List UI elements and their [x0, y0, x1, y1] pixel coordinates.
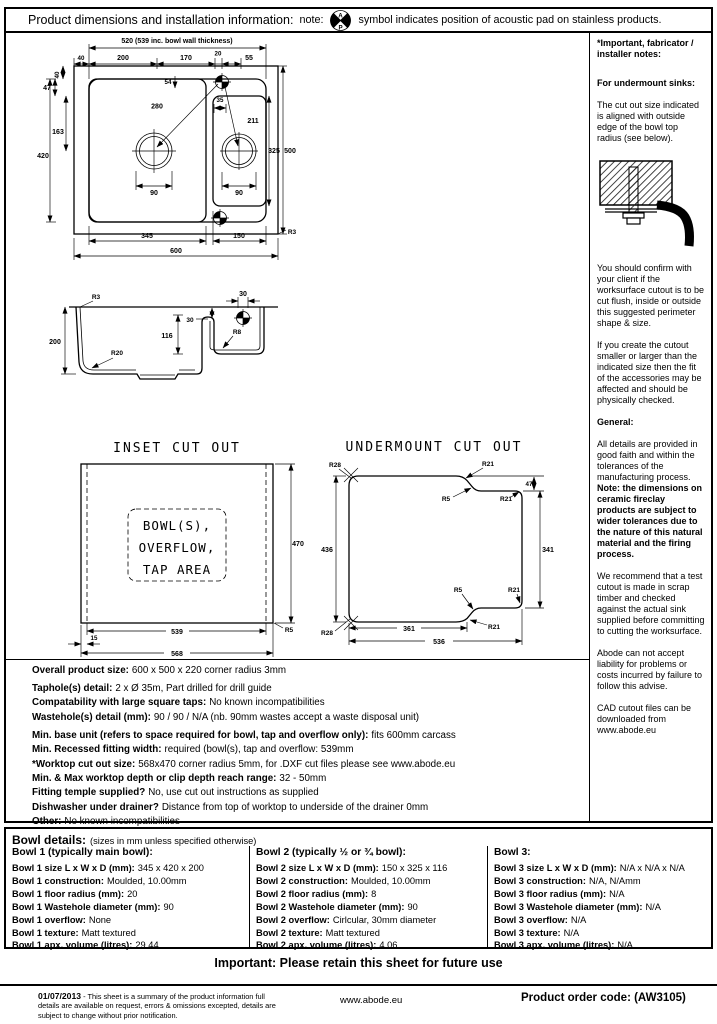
note-text: symbol indicates position of acoustic pad on stainless products. — [358, 14, 662, 26]
spec-label: Overall product size: — [32, 665, 129, 676]
bowl-1-header: Bowl 1 (typically main bowl): — [12, 847, 153, 858]
bowl-detail-row: Bowl 1 overflow: None — [12, 914, 112, 925]
svg-text:R21: R21 — [482, 461, 494, 468]
bowl-detail-row: Bowl 1 floor radius (mm): 20 — [12, 888, 138, 899]
note-paragraph: For undermount sinks: — [597, 78, 696, 88]
spec-label: Taphole(s) detail: — [32, 683, 113, 694]
fabricator-notes-panel — [589, 31, 711, 821]
note-label: note: — [299, 14, 324, 26]
bowl-detail-row: Bowl 3 Wastehole diameter (mm): N/A — [494, 901, 661, 912]
undermount-title: UNDERMOUNT CUT OUT — [345, 440, 523, 455]
footer-divider — [0, 984, 717, 986]
bowl-2-header: Bowl 2 (typically ½ or ¾ bowl): — [256, 847, 406, 858]
undermount-fixing-diagram — [599, 155, 703, 251]
svg-text:R5: R5 — [441, 496, 451, 503]
svg-text:116: 116 — [161, 333, 173, 340]
spec-line — [32, 665, 589, 676]
spec-value: 2 x Ø 35m, Part drilled for drill guide — [115, 683, 272, 694]
note-paragraph: *Important, fabricator / installer notes: — [597, 38, 694, 59]
svg-text:436: 436 — [321, 547, 333, 554]
overflow-mark — [211, 209, 229, 227]
spec-label: Min. Recessed fitting width: — [32, 744, 162, 756]
svg-text:R28: R28 — [329, 462, 341, 469]
svg-text:470: 470 — [292, 541, 304, 548]
svg-text:54: 54 — [164, 79, 172, 86]
svg-text:47: 47 — [43, 85, 51, 92]
spec-value: Distance from top of worktop to underside of the drainer 0mm — [161, 801, 429, 813]
product-spec-list — [6, 659, 589, 828]
spec-line — [32, 759, 589, 770]
note-paragraph: Abode can not accept liability for problems or costs incurred by failure to follow this advise. — [597, 648, 703, 691]
svg-text:R20: R20 — [111, 350, 123, 357]
overflow-hole-mark — [234, 309, 252, 327]
product-order-code: Product order code: (AW3105) — [521, 992, 686, 1004]
note-paragraph: CAD cutout files can be downloaded from www.abode.eu — [597, 703, 692, 735]
spec-line — [32, 730, 589, 741]
svg-text:35: 35 — [216, 97, 224, 104]
footer-disclaimer — [38, 992, 283, 1020]
svg-text:200: 200 — [117, 55, 129, 62]
spec-value: required (bowl(s), tap and overflow: 539mm — [164, 744, 354, 756]
main-panel — [4, 31, 713, 828]
header — [4, 7, 713, 33]
bowl-3-header: Bowl 3: — [494, 847, 531, 858]
spec-value: No known incompatibilities — [209, 697, 325, 709]
spec-value: 32 - 50mm — [279, 772, 327, 784]
bowl-detail-row: Bowl 1 texture: Matt textured — [12, 927, 136, 938]
svg-text:R21: R21 — [508, 587, 520, 594]
svg-text:170: 170 — [180, 55, 192, 62]
bowl-detail-row: Bowl 3 apx. volume (litres): N/A — [494, 940, 633, 951]
footer-disclaimer-text: - This sheet is a summary of the product information full details are available on request, errors & omissions excepted, details are subject to change without prior notification. — [38, 992, 276, 1020]
svg-text:R5: R5 — [284, 627, 294, 634]
spec-line — [32, 787, 589, 798]
svg-text:163: 163 — [52, 129, 64, 136]
spec-label: Other: — [32, 816, 62, 828]
note-paragraph: General: — [597, 417, 634, 427]
bowl-detail-row: Bowl 2 floor radius (mm): 8 — [256, 888, 377, 899]
spec-line — [32, 816, 589, 827]
footer-date: 01/07/2013 — [38, 991, 82, 1001]
svg-text:280: 280 — [151, 103, 163, 111]
bowl-details-title: Bowl details: (sizes in mm unless specified otherwise) — [12, 833, 257, 847]
svg-text:BOWL(S),: BOWL(S), — [142, 518, 212, 533]
bowl-detail-row: Bowl 1 construction: Moulded, 10.00mm — [12, 875, 187, 886]
svg-text:200: 200 — [49, 339, 61, 346]
inset-cutout-drawing — [68, 441, 304, 658]
bowl-detail-row: Bowl 3 size L x W x D (mm): N/A x N/A x N/A — [494, 863, 685, 873]
bowl-detail-row: Bowl 3 overflow: N/A — [494, 914, 587, 925]
spec-line — [32, 773, 589, 784]
spec-label: *Worktop cut out size: — [32, 758, 136, 770]
svg-text:R5: R5 — [453, 587, 463, 594]
svg-text:325: 325 — [268, 148, 280, 155]
svg-text:15: 15 — [90, 635, 98, 642]
spec-line — [32, 697, 589, 708]
note-paragraph: We recommend that a test cutout is made in scrap timber and checked against the actual sink supplied before committing to cutting the worksurface. — [597, 571, 705, 636]
svg-text:R3: R3 — [287, 229, 297, 236]
side-section-drawing — [49, 291, 278, 379]
bowl-detail-row: Bowl 3 floor radius (mm): N/A — [494, 888, 625, 899]
undermount-cutout-drawing — [321, 440, 554, 646]
svg-text:361: 361 — [403, 626, 415, 633]
svg-text:520 (539 inc. bowl wall thickn: 520 (539 inc. bowl wall thickness) — [121, 38, 233, 45]
page-title: Product dimensions and installation information: — [28, 13, 294, 27]
bowl-detail-row: Bowl 2 Wastehole diameter (mm): 90 — [256, 901, 418, 912]
svg-text:568: 568 — [171, 651, 183, 658]
taphole-mark — [213, 73, 231, 91]
technical-drawings — [6, 31, 589, 659]
svg-text:OVERFLOW,: OVERFLOW, — [138, 540, 216, 555]
spec-label: Min. base unit (refers to space required for bowl, tap and overflow only): — [32, 729, 369, 741]
bowl-3-column — [487, 846, 711, 951]
svg-text:30: 30 — [239, 291, 247, 298]
svg-text:600: 600 — [170, 248, 182, 255]
spec-label: Min. & Max worktop depth or clip depth reach range: — [32, 772, 277, 784]
note-paragraph: If you create the cutout smaller or larger than the indicated size then the fit of the accessories may be affected and should be physically checked. — [597, 340, 702, 405]
svg-text:TAP AREA: TAP AREA — [142, 562, 212, 577]
svg-text:539: 539 — [171, 629, 183, 636]
bowl-detail-row: Bowl 1 size L x W x D (mm): 345 x 420 x 200 — [12, 863, 204, 873]
svg-text:30: 30 — [186, 317, 194, 324]
spec-value: fits 600mm carcass — [371, 729, 456, 741]
svg-text:500: 500 — [284, 148, 296, 155]
bowl-detail-row: Bowl 2 apx. volume (litres): 4.06 — [256, 940, 398, 951]
svg-text:90: 90 — [150, 190, 158, 197]
svg-text:A: A — [338, 11, 344, 19]
svg-text:211: 211 — [247, 118, 259, 125]
bowl-detail-row: Bowl 2 size L x W x D (mm): 150 x 325 x 116 — [256, 863, 448, 873]
note-paragraph: You should confirm with your client if the worksurface cutout is to be cut flush, inside or outside this suggested perimeter shape & size. — [597, 263, 705, 328]
spec-value: No known incompatibilities — [64, 816, 180, 828]
spec-line — [32, 744, 589, 755]
spec-line — [32, 712, 589, 723]
spec-value: 600 x 500 x 220 corner radius 3mm — [131, 665, 287, 676]
bowl-detail-row: Bowl 1 apx. volume (litres): 29.44 — [12, 940, 159, 951]
svg-text:341: 341 — [542, 547, 554, 554]
spec-label: Wastehole(s) detail (mm): — [32, 711, 151, 723]
bowl-detail-row: Bowl 3 construction: N/A, N/Amm — [494, 875, 641, 886]
svg-text:20: 20 — [214, 50, 222, 58]
spec-value: 90 / 90 / N/A (nb. 90mm wastes accept a waste disposal unit) — [153, 711, 420, 723]
bowl-detail-row: Bowl 3 texture: N/A — [494, 927, 580, 938]
svg-text:536: 536 — [433, 639, 445, 646]
bowl-detail-row: Bowl 2 construction: Moulded, 10.00mm — [256, 875, 431, 886]
svg-text:R21: R21 — [488, 624, 500, 631]
inset-title: INSET CUT OUT — [113, 441, 241, 456]
svg-text:R8: R8 — [232, 329, 242, 336]
plan-view-drawing — [37, 38, 296, 260]
svg-text:40: 40 — [77, 55, 85, 62]
svg-text:47: 47 — [525, 481, 533, 488]
svg-text:90: 90 — [235, 190, 243, 197]
spec-value: No, use cut out instructions as supplied — [148, 787, 319, 799]
bowl-details-panel — [4, 827, 713, 949]
svg-text:55: 55 — [245, 55, 253, 62]
svg-text:R21: R21 — [500, 496, 512, 503]
spec-line — [32, 683, 589, 694]
note-paragraph: The cut out size indicated is aligned with outside edge of the bowl top radius (see below). — [597, 100, 700, 143]
svg-text:R3: R3 — [91, 294, 101, 301]
retain-notice: Important: Please retain this sheet for future use — [214, 956, 503, 970]
svg-text:420: 420 — [37, 153, 49, 160]
bowl-detail-row: Bowl 1 Wastehole diameter (mm): 90 — [12, 901, 174, 912]
footer-website: www.abode.eu — [340, 995, 403, 1006]
bowl-detail-row: Bowl 2 texture: Matt textured — [256, 927, 380, 938]
spec-value: 568x470 corner radius 5mm, for .DXF cut files please see www.abode.eu — [138, 758, 456, 770]
bowl-1-column — [6, 846, 249, 951]
spec-label: Compatability with large square taps: — [32, 697, 207, 709]
svg-text:40: 40 — [54, 71, 61, 79]
spec-label: Dishwasher under drainer? — [32, 801, 159, 813]
spec-label: Fitting temple supplied? — [32, 787, 146, 799]
bowl-detail-row: Bowl 2 overflow: Cirlcular, 30mm diameter — [256, 914, 437, 925]
note-paragraph: All details are provided in good faith and within the tolerances of the manufacturing process. Note: the dimensions on ceramic fireclay products are subject to wider tolerances due to the nature of this natural material and the firing process. — [597, 439, 703, 559]
svg-text:150: 150 — [233, 233, 245, 240]
acoustic-pad-icon — [329, 9, 352, 32]
svg-text:R28: R28 — [321, 630, 333, 637]
svg-text:P: P — [338, 24, 344, 32]
spec-line — [32, 802, 589, 813]
svg-text:345: 345 — [141, 233, 153, 240]
bowl-2-column — [249, 846, 487, 951]
